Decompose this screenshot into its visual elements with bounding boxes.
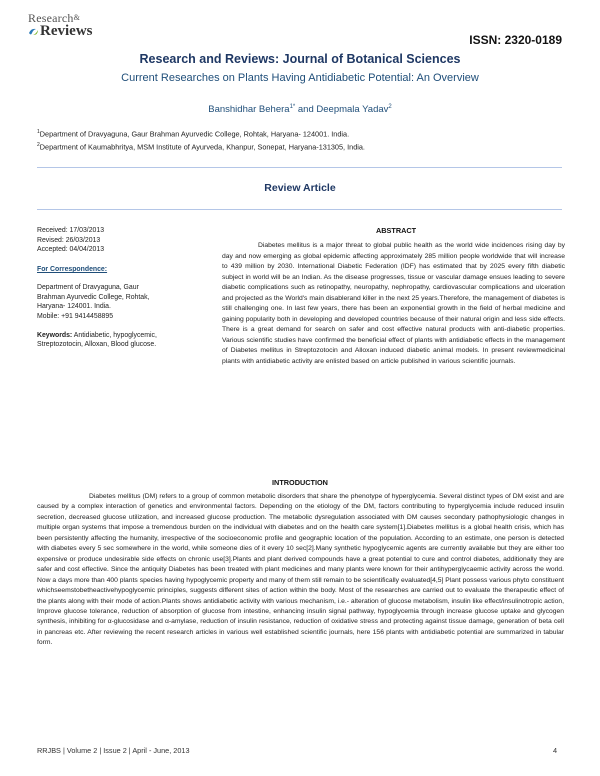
address-line: Department of Dravyaguna, Gaur <box>37 283 139 291</box>
page-number: 4 <box>552 746 557 755</box>
affiliation-text: Department of Dravyaguna, Gaur Brahman Ayurvedic College, Rohtak, Haryana- 124001. India. <box>39 129 350 139</box>
author-name: Banshidhar Behera <box>208 104 290 116</box>
correspondence-label: For Correspondence: <box>37 266 108 274</box>
paper-title: Current Researches on Plants Having Antidiabetic Potential: An Overview <box>121 72 479 84</box>
affiliation <box>37 142 365 151</box>
divider <box>37 209 562 210</box>
introduction-text: Diabetes mellitus (DM) refers to a group of common metabolic disorders that share the phenotype of hyperglycemia. Several distinct types of DM exist and are caused by a complex interaction of genetics and environmental factors. Depending on the etiology of the DM, factors contributing to hyperglycemia include reduced insulin secretion, decreased glucose utilization, and increased glucose production. The metabolic dysregulation associated with DM causes secondary pathophysiologic changes in multiple organ systems that impose a tremendous burden on the individual with diabetes and on the health care system[1].Diabetes mellitus is a global health crisis, which has been persistently affecting the humanity, irrespective of the socioeconomic profile and geographic location of the population. According to an estimate, one person is detected with diabetes every 5 sec somewhere in the world, while someone dies of it every 10 sec[2].Many synthetic hypoglycemic agents are currently available but they are either too expensive or produce undesirable side effects on chronic use[3].Plants and plant derived compounds have a great potential to cure and control diabetes, additionally they are safer and cost effective. Since the antiquity Diabetes has been treated with plant medicines and many plants were known for their antihyperglycaemic activity across the world. Now a days more than 400 plants species having hypoglycemic property and many of them still remain to be scientifically evaluated[4,5] Plant possess various phyto constituent whichseemstobetheactivehypoglycemic principles, suggests different sites of action within the body. Most of the researches are carried out to evaluate the therapeutic effect of the plants along with their mode of action.Plants shows antidiabetic activity with various mechanism, i.e.- alteration of glucose metabolism, insulin like effect/insulinotropic action, Improve glucose tolerance, reduction of absorption of glucose from intestine, enhancing insulin signal pathway, hypoglycemia through increase glucose uptake and glycogen synthesis, inhibiting for α-glucosidase and α-amylase, reduction of insulin resistance, reduction of oxidative stress and protecting against tissue damage, generation of beta cell in pancreas etc. After reviewing the recent research articles in various well established scientific journals, here 156 plants with antidiabetic potential are summarized in tabular form. <box>37 493 564 647</box>
received-date: Received: 17/03/2013 <box>37 227 105 234</box>
keywords <box>37 331 197 350</box>
affiliation <box>37 129 349 138</box>
journal-logo <box>28 12 118 48</box>
author-sup: 1* <box>289 104 296 110</box>
correspondence-address <box>37 283 197 322</box>
accepted-date: Accepted: 04/04/2013 <box>37 246 105 254</box>
footer-citation: RRJBS | Volume 2 | Issue 2 | April - June, 2013 <box>37 746 190 755</box>
author-name: Deepmala Yadav <box>316 104 389 116</box>
article-info-sidebar <box>37 226 197 350</box>
divider <box>37 167 562 168</box>
abstract-text: Diabetes mellitus is a major threat to global public health as the world wide incidences rising day by day and now emerging as global epidemic affecting approximately 285 million people worldwide that will increase to 439 million by 2030. International Diabetic Federation (IDF) has estimated that by 2025 every fifth diabetic subject in world will be an Indian. As the disease progresses, tissue or vascular damage ensues leading to severe diabetic complications such as retinopathy, neuropathy, nephropathy, cardiovascular complications and ulceration and projected as the World's main disablerand killer in the next 25 years.Therefore, the management of diabetes is still challenging one. In last few years, there has been an exponential growth in the field of herbal medicine and gaining popularity both in developing and developed countries because of their natural origin and less side effects. There is a great demand for search on safer and cost effective natural products with anti-diabetic properties. Various scientific studies have confirmed the beneficial effect of plants with antidiabetic effects in the management of Diabetes mellitus in Streptozotocin and Alloxan induced diabetic animal models. In present reviewmedicinal plants with antidiabetic activity are enlisted based on article published in various scientific journals. <box>222 242 565 365</box>
keywords-text: Antidiabetic, hypoglycemic, Streptozotocin, Alloxan, Blood glucose. <box>37 331 157 349</box>
logo-line2: Reviews <box>40 23 93 39</box>
revised-date: Revised: 26/03/2013 <box>37 236 101 244</box>
keywords-label: Keywords: <box>37 331 73 339</box>
author-connector: and <box>295 104 317 116</box>
address-line: Brahman Ayurvedic College, Rohtak, <box>37 293 150 301</box>
introduction-heading: INTRODUCTION <box>272 478 328 487</box>
affiliation-sup: 1 <box>37 129 40 135</box>
author-line <box>0 104 600 115</box>
abstract-heading: ABSTRACT <box>376 226 417 235</box>
logo-line1: Research <box>28 11 74 25</box>
logo-amp: & <box>73 13 81 22</box>
address-line: Mobile: +91 9414458895 <box>37 312 114 320</box>
affiliation-sup: 2 <box>37 142 40 148</box>
journal-title: Research and Reviews: Journal of Botanical Sciences <box>139 52 461 66</box>
affiliation-text: Department of Kaumabhritya, MSM Institute of Ayurveda, Khanpur, Sonepat, Haryana-131305, India. <box>39 142 365 152</box>
address-line: Haryana- 124001. India. <box>37 303 111 311</box>
issn: ISSN: 2320-0189 <box>469 33 562 47</box>
section-label: Review Article <box>264 182 336 194</box>
author-sup: 2 <box>388 104 392 110</box>
logo-swoosh-icon <box>28 27 39 37</box>
